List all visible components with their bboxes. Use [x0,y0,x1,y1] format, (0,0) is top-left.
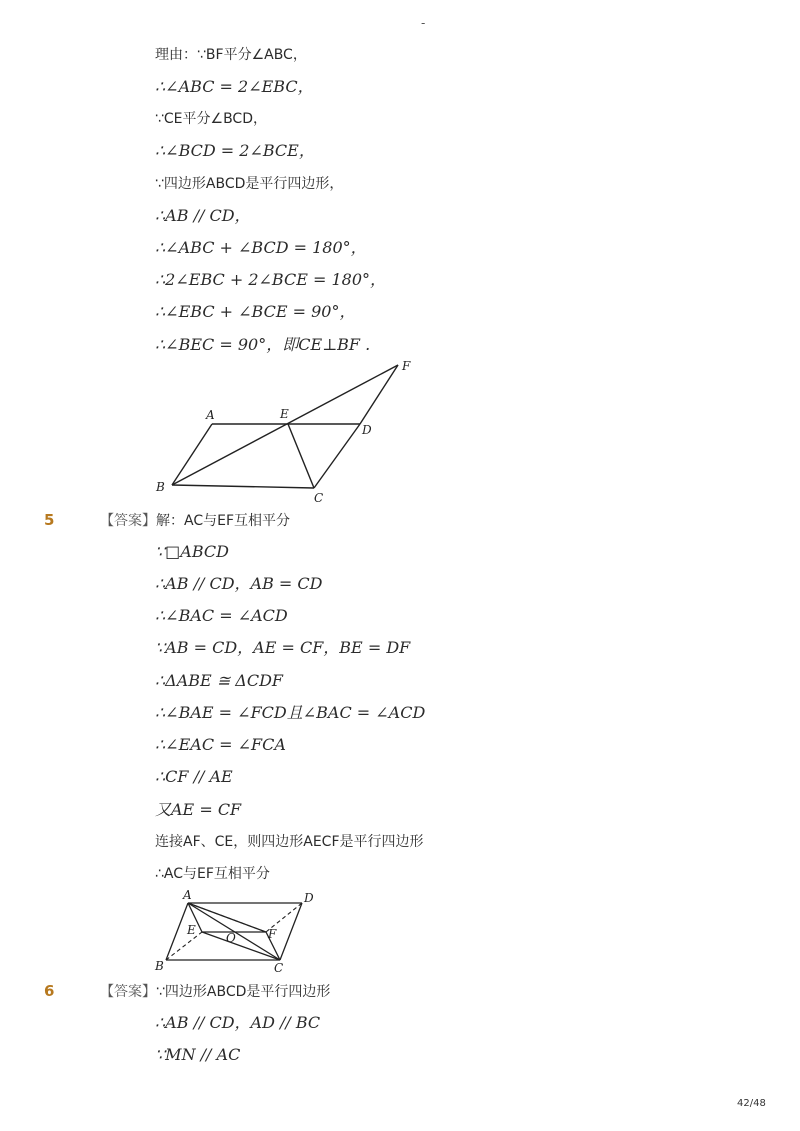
point-label-o: O [226,931,236,945]
point-label-d: D [362,423,372,437]
proof-line: ∵AB = CD，AE = CF，BE = DF [155,638,411,657]
proof-line: ∴∠BCD = 2∠BCE， [155,141,315,160]
proof-line: ∴AB // CD， [155,206,251,225]
point-label-e: E [280,407,289,421]
proof-line: ∴AB // CD，AD // BC [155,1013,321,1032]
point-label-a: A [183,888,192,902]
proof-line: ∴ΔABE ≅ ΔCDF [155,671,284,690]
answer-heading [100,982,330,1002]
parallelogram-figure-4 [150,355,420,505]
proof-line: ∴AC与EF互相平分 [155,866,270,882]
proof-line: 又AE = CF [155,800,242,819]
point-label-f: F [402,359,411,373]
answer-tag: 【答案】 [100,513,156,529]
proof-line: ∴2∠EBC + 2∠BCE = 180°， [155,270,387,289]
proof-line: ∴∠BAE = ∠FCD且∠BAC = ∠ACD [155,703,426,722]
proof-line: 理由：∵BF平分∠ABC， [155,47,307,63]
question-number: 5 [44,511,55,529]
point-label-e: E [187,923,196,937]
point-label-f: F [268,927,277,941]
point-label-b: B [156,480,165,494]
point-label-a: A [206,408,215,422]
point-label-d: D [304,891,314,905]
proof-line: ∴∠ABC + ∠BCD = 180°， [155,238,367,257]
point-label-b: B [155,959,164,973]
proof-line: ∴∠BAC = ∠ACD [155,606,288,625]
proof-line: ∴∠EAC = ∠FCA [155,735,286,754]
proof-line: ∴AB // CD，AB = CD [155,574,323,593]
page-number: 42/48 [737,1098,766,1109]
proof-line: 连接AF、CE，则四边形AECF是平行四边形 [155,834,424,850]
answer-heading [100,511,290,531]
parallelogram-figure-5 [150,888,325,976]
header-dash: - [421,16,426,30]
proof-line: ∵CE平分∠BCD， [155,111,267,127]
answer-text: ∵四边形ABCD是平行四边形 [156,984,331,1000]
question-number: 6 [44,982,55,1000]
proof-line: ∴∠EBC + ∠BCE = 90°， [155,302,356,321]
proof-line: ∴∠BEC = 90°，即CE⊥BF . [155,335,371,354]
proof-line: ∵四边形ABCD是平行四边形， [155,176,344,192]
answer-text: 解：AC与EF互相平分 [156,513,291,529]
point-label-c: C [314,491,324,505]
proof-line: ∴∠ABC = 2∠EBC， [155,77,314,96]
answer-tag: 【答案】 [100,984,156,1000]
proof-line: ∵□ABCD [155,542,229,561]
proof-line: ∵MN // AC [155,1045,241,1064]
point-label-c: C [274,961,284,975]
proof-line: ∴CF // AE [155,767,233,786]
